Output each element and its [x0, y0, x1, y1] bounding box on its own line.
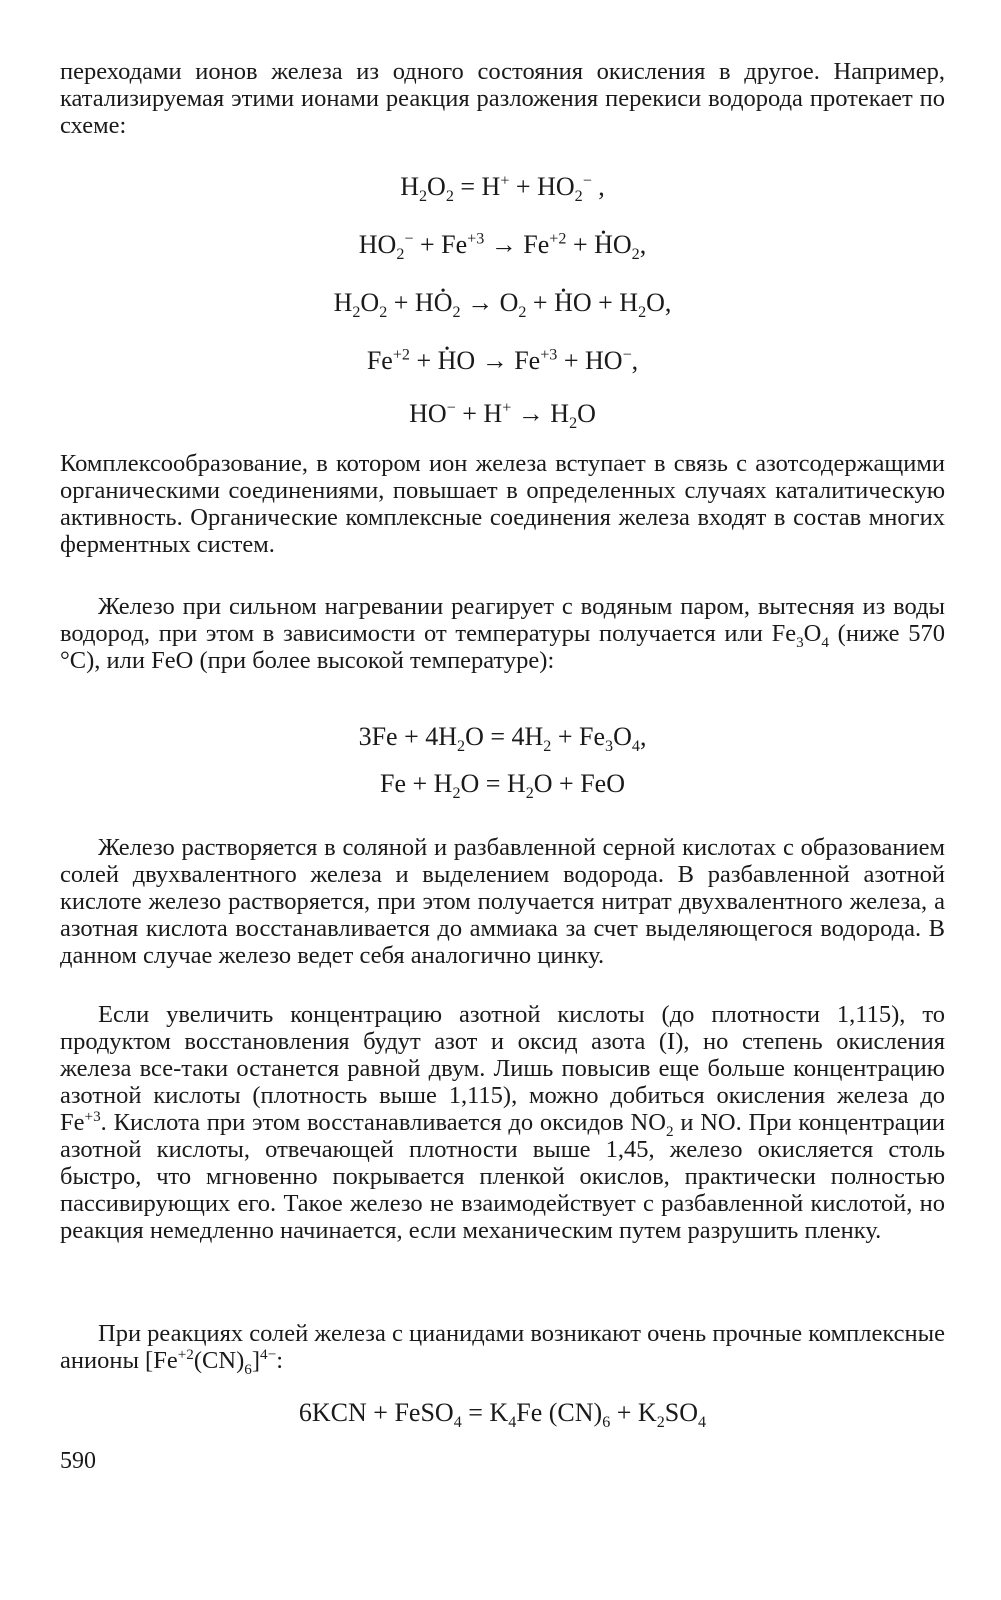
paragraph-6-text-a: При реакциях солей железа с цианидами возникают очень прочные комплексные анионы	[60, 1320, 945, 1374]
equation-2: $HO_2^- + Fe^{+3} \to Fe^{+2} + H$ $•O_2$,	[60, 216, 945, 274]
equation-1: $H_2O_2 = H^+ + HO_2^-$ ,	[400, 172, 605, 206]
equation-7: $Fe + H_2O = H_2O$ + FeO	[379, 769, 625, 803]
paragraph-6: При реакциях солей железа с цианидами возникают очень прочные комплексные анионы $[Fe^{+2}(CN)_6]^{4-}$:	[60, 1320, 945, 1378]
paragraph-2: Комплексообразование, в котором ион железа вступает в связь с азотсодержащими органическими соединениями, повышает в определенных случаях каталитическую активность. Органические комплексные соединения железа входят в состав многих ферментных систем.	[60, 450, 945, 558]
equation-3: $H_2O_2$ + HO $•_2 \to O_2 + H$ •O + $H_2O$,	[60, 274, 945, 332]
equation-block-steam	[60, 713, 945, 807]
equation-4: $Fe^{+2} + H$ •O → $Fe^{+3} + HO^-$,	[60, 332, 945, 390]
paragraph-3-text-a: Железо при сильном нагревании реагирует с водяным паром, вытесняя из воды водород, при этом в зависимости от температуры получается или	[60, 593, 945, 647]
paragraph-1: переходами ионов железа из одного состояния окисления в другое. Например, катализируемая этими ионами реакция разложения перекиси водорода протекает по схеме:	[60, 58, 945, 139]
equation-6: $3Fe + 4H_2O = 4H_2 + Fe_3O_4$,	[358, 722, 647, 756]
equation-block-peroxide	[60, 158, 945, 438]
paragraph-5-text-a: Если увеличить концентрацию азотной кислоты (до плотности 1,115), то продуктом восстановления будут азот и оксид азота (I), но степень окисления железа все-таки останется равной двум. Лишь повысив еще больше концентрацию азотной кислоты (плотность выше 1,115), можно добиться окисления железа до	[60, 1001, 945, 1109]
paragraph-6-text-b: :	[276, 1347, 283, 1374]
paragraph-4: Железо растворяется в соляной и разбавленной серной кислотах с образованием солей двухвалентного железа и выделением водорода. В разбавленной азотной кислоте железо растворяется, при этом получается нитрат двухвалентного железа, а азотная кислота восстанавливается до аммиака за счет выделяющегося водорода. В данном случае железо ведет себя аналогично цинку.	[60, 834, 945, 969]
paragraph-5-text-b: . Кислота при этом восстанавливается до оксидов	[100, 1109, 631, 1136]
paragraph-3: Железо при сильном нагревании реагирует с водяным паром, вытесняя из воды водород, при этом в зависимости от температуры получается или $Fe_3O_4$ (ниже 570 °C), или FeO (при более высокой температуре):	[60, 593, 945, 674]
paragraph-5-text-c: и NO. При концентрации азотной кислоты, отвечающей плотности выше 1,45, железо окисляется столь быстро, что мгновенно покрывается пленкой окислов, практически полностью пассивирующих его. Такое железо не взаимодействует с разбавленной кислотой, но реакция немедленно начинается, если механическим путем разрушить пленку.	[60, 1109, 945, 1244]
equation-block-cyanide	[60, 1384, 945, 1442]
equation-5: $HO^- + H^+ \to H_2O$	[409, 399, 596, 433]
paragraph-5: Если увеличить концентрацию азотной кислоты (до плотности 1,115), то продуктом восстановления будут азот и оксид азота (I), но степень окисления железа все-таки останется равной двум. Лишь повысив еще больше концентрацию азотной кислоты (плотность выше 1,115), можно добиться окисления железа до $Fe^{+3}$. Кислота при этом восстанавливается до оксидов $NO_2$ и NO. При концентрации азотной кислоты, отвечающей плотности выше 1,45, железо окисляется столь быстро, что мгновенно покрывается пленкой окислов, практически полностью пассивирующих его. Такое железо не взаимодействует с разбавленной кислотой, но реакция немедленно начинается, если механическим путем разрушить пленку.	[60, 1001, 945, 1244]
equation-8: 6KCN + FeSO$_4$ = $K_4Fe$ $(CN)_6 + K_2SO_4$	[298, 1398, 707, 1432]
page-number: 590	[60, 1448, 96, 1474]
paragraph-3-text-b: (ниже 570 °C), или FeO (при более высокой температуре):	[60, 620, 945, 674]
